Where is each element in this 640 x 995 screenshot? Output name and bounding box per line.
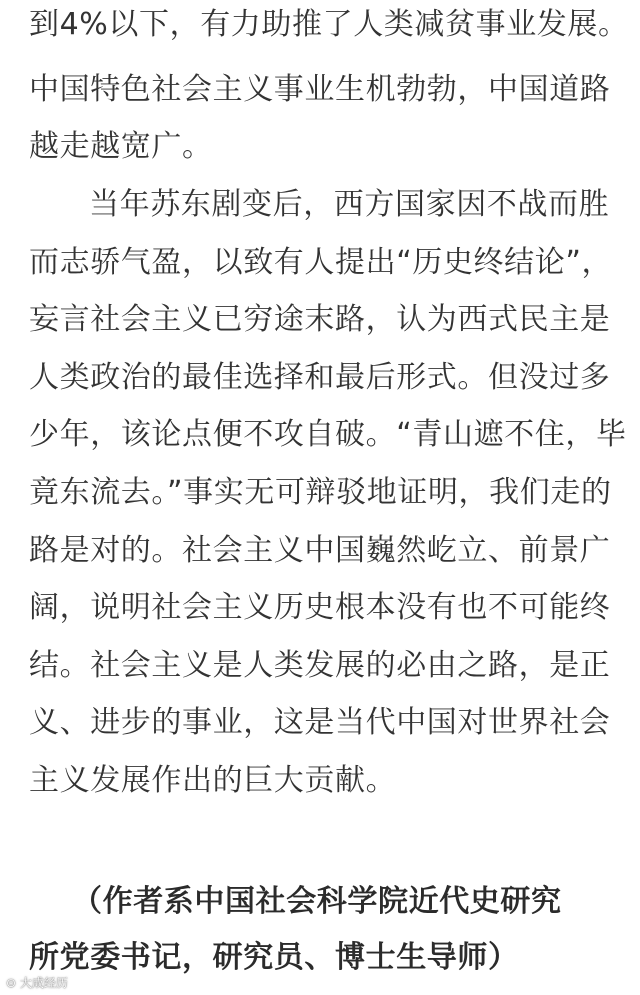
text-line: 主义发展作出的巨大贡献。: [29, 763, 397, 798]
text-line: 越走越宽广。: [29, 129, 213, 164]
text-line: 妄言社会主义已穷途末路，认为西式民主是: [29, 302, 611, 337]
author-note-line: （作者系中国社会科学院近代史研究: [72, 884, 562, 919]
text-line: 中国特色社会主义事业生机勃勃，中国道路: [29, 72, 611, 107]
text-line: 当年苏东剧变后，西方国家因不战而胜: [89, 187, 610, 222]
text-line: 少年，该论点便不攻自破。“青山遮不住，毕: [29, 417, 627, 452]
text-line: 竟东流去。”事实无可辩驳地证明，我们走的: [29, 475, 612, 510]
watermark-text: 大成经历: [19, 976, 68, 990]
text-line: 到4%以下，有力助推了人类减贫事业发展。: [29, 7, 629, 42]
watermark: [6, 976, 68, 990]
text-line: 路是对的。社会主义中国巍然屹立、前景广: [29, 533, 611, 568]
text-line: 而志骄气盈，以致有人提出“历史终结论”，: [29, 245, 613, 280]
text-line: 人类政治的最佳选择和最后形式。但没过多: [29, 360, 611, 395]
watermark-logo-icon: ⊙: [6, 976, 20, 990]
text-line: 阔，说明社会主义历史根本没有也不可能终: [29, 590, 611, 625]
text-line: 结。社会主义是人类发展的必由之路，是正: [29, 648, 611, 683]
author-note-line: 所党委书记，研究员、博士生导师）: [29, 940, 519, 975]
text-line: 义、进步的事业，这是当代中国对世界社会: [29, 705, 611, 740]
